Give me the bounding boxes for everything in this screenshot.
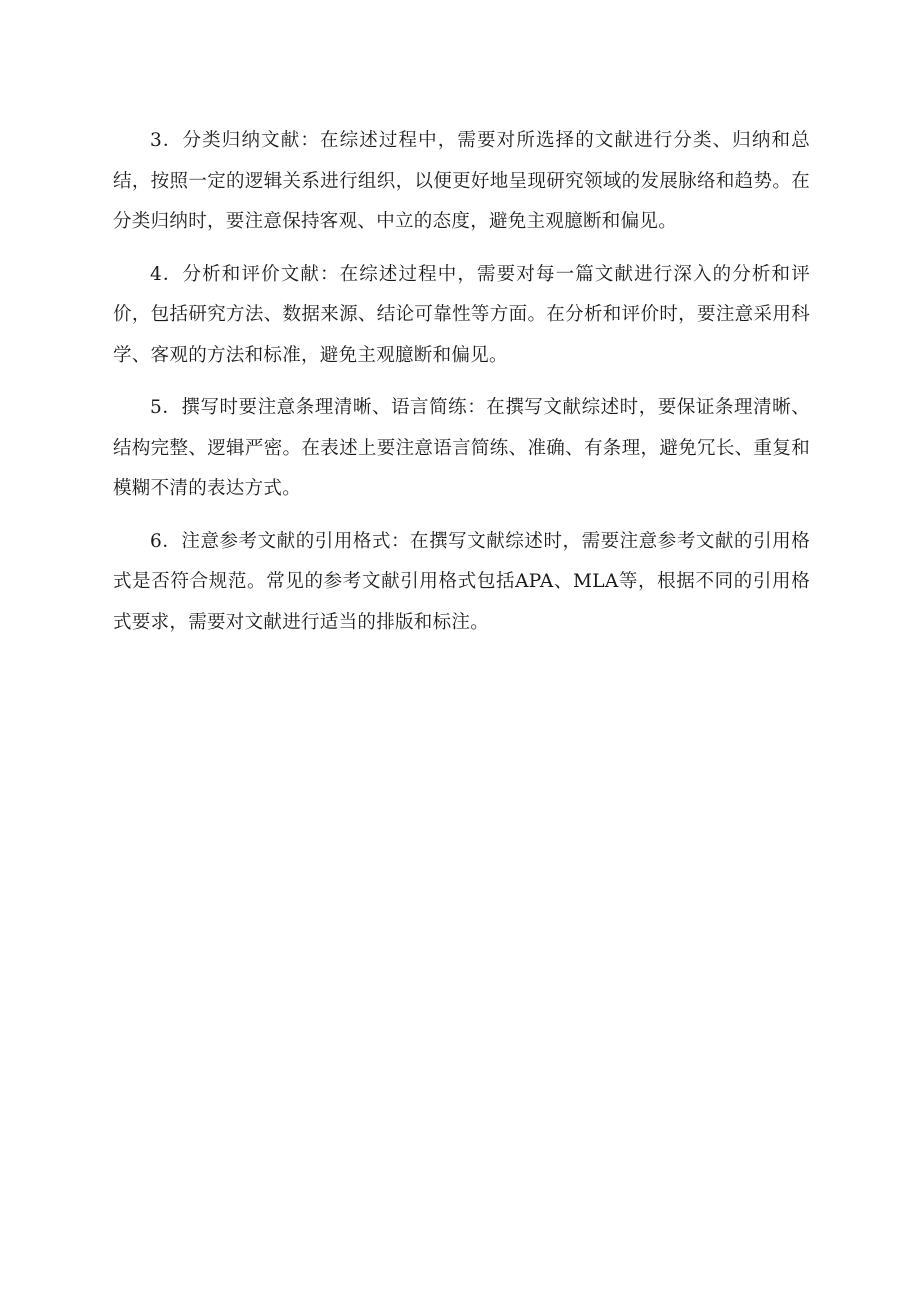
paragraph-item-4: 4．分析和评价文献：在综述过程中，需要对每一篇文献进行深入的分析和评价，包括研究方法、数据来源、结论可靠性等方面。在分析和评价时，要注意采用科学、客观的方法和标准，避免主观臆断和偏见。 xyxy=(113,263,810,366)
paragraph-item-5: 5．撰写时要注意条理清晰、语言简练：在撰写文献综述时，要保证条理清晰、结构完整、逻辑严密。在表述上要注意语言简练、准确、有条理，避免冗长、重复和模糊不清的表达方式。 xyxy=(113,397,810,499)
paragraph-item-3: 3．分类归纳文献：在综述过程中，需要对所选择的文献进行分类、归纳和总结，按照一定的逻辑关系进行组织，以便更好地呈现研究领域的发展脉络和趋势。在分类归纳时，要注意保持客观、中立的态度，避免主观臆断和偏见。 xyxy=(113,130,810,232)
document-body xyxy=(113,121,810,655)
paragraph-item-6: 6．注意参考文献的引用格式：在撰写文献综述时，需要注意参考文献的引用格式是否符合规范。常见的参考文献引用格式包括APA、MLA等，根据不同的引用格式要求，需要对文献进行适当的排版和标注。 xyxy=(113,530,810,633)
